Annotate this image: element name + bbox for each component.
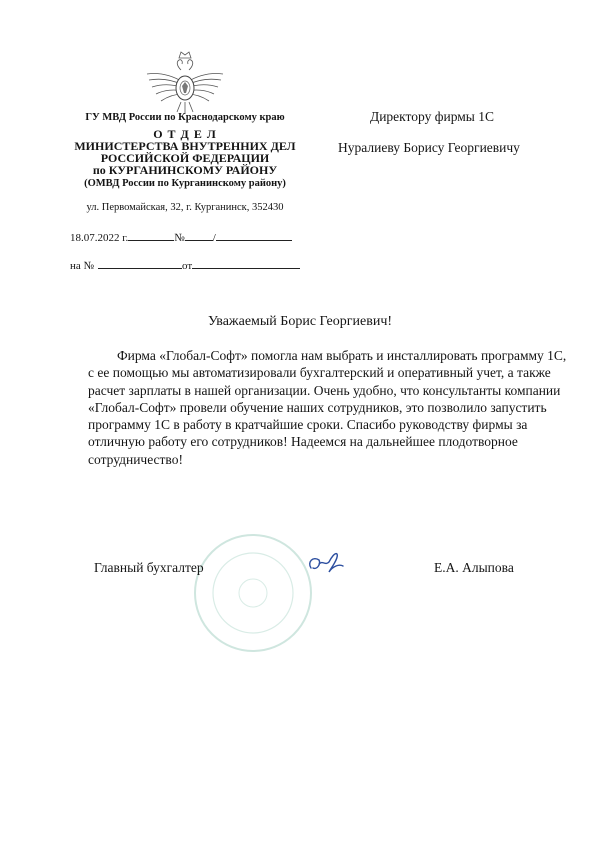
recipient-name: Нуралиеву Борису Георгиевичу: [338, 140, 520, 155]
signer-name: Е.А. Алыпова: [434, 560, 514, 575]
letter-body-text: Фирма «Глобал-Софт» помогла нам выбрать и инсталлировать программу 1С, с ее помощью мы автоматизировали бухгалтерский и оперативный учет, а также расчет зарплаты в нашей организации. Очень удобно, что консультанты компании «Глобал-Софт» провели обучение наших сотрудников, это позволило запустить программу 1С в работу в кратчайшие сроки. Спасибо руководству фирмы за отличную работу его сотрудников! Надеемся на дальнейшее плодотворное сотрудничество!: [88, 348, 567, 467]
department-district: по КУРГАНИНСКОМУ РАЙОНУ: [92, 163, 278, 177]
reference-number-label: на №: [70, 260, 95, 272]
registration-number-label: №: [174, 232, 185, 244]
date-underline: [128, 229, 174, 241]
registration-date: 18.07.2022 г.: [70, 232, 129, 244]
reference-number-underline: [98, 257, 182, 269]
registration-line: [70, 229, 292, 244]
directorate-name: ГУ МВД России по Краснодарскому краю: [85, 112, 285, 123]
reference-line: [70, 257, 300, 272]
number-suffix-underline: [216, 229, 292, 241]
department-title: О Т Д Е Л: [153, 127, 217, 141]
letter-body: [88, 347, 568, 468]
department-address: ул. Первомайская, 32, г. Курганинск, 352430: [86, 202, 284, 213]
recipient-title: Директору фирмы 1С: [370, 109, 494, 124]
department-federation: РОССИЙСКОЙ ФЕДЕРАЦИИ: [100, 151, 270, 165]
reference-from-label: от: [182, 260, 193, 272]
department-ministry: МИНИСТЕРСТВА ВНУТРЕННИХ ДЕЛ: [74, 139, 296, 153]
eagle-emblem-icon: [143, 46, 227, 116]
number-underline: [185, 229, 213, 241]
signer-position: Главный бухгалтер: [94, 560, 204, 575]
reference-date-underline: [192, 257, 300, 269]
registration-slash: /: [212, 232, 216, 244]
department-short-name: (ОМВД России по Курганинскому району): [84, 178, 286, 189]
handwritten-signature-icon: [305, 548, 347, 578]
letter-greeting: Уважаемый Борис Георгиевич!: [207, 314, 393, 329]
round-stamp-icon: [188, 528, 318, 658]
